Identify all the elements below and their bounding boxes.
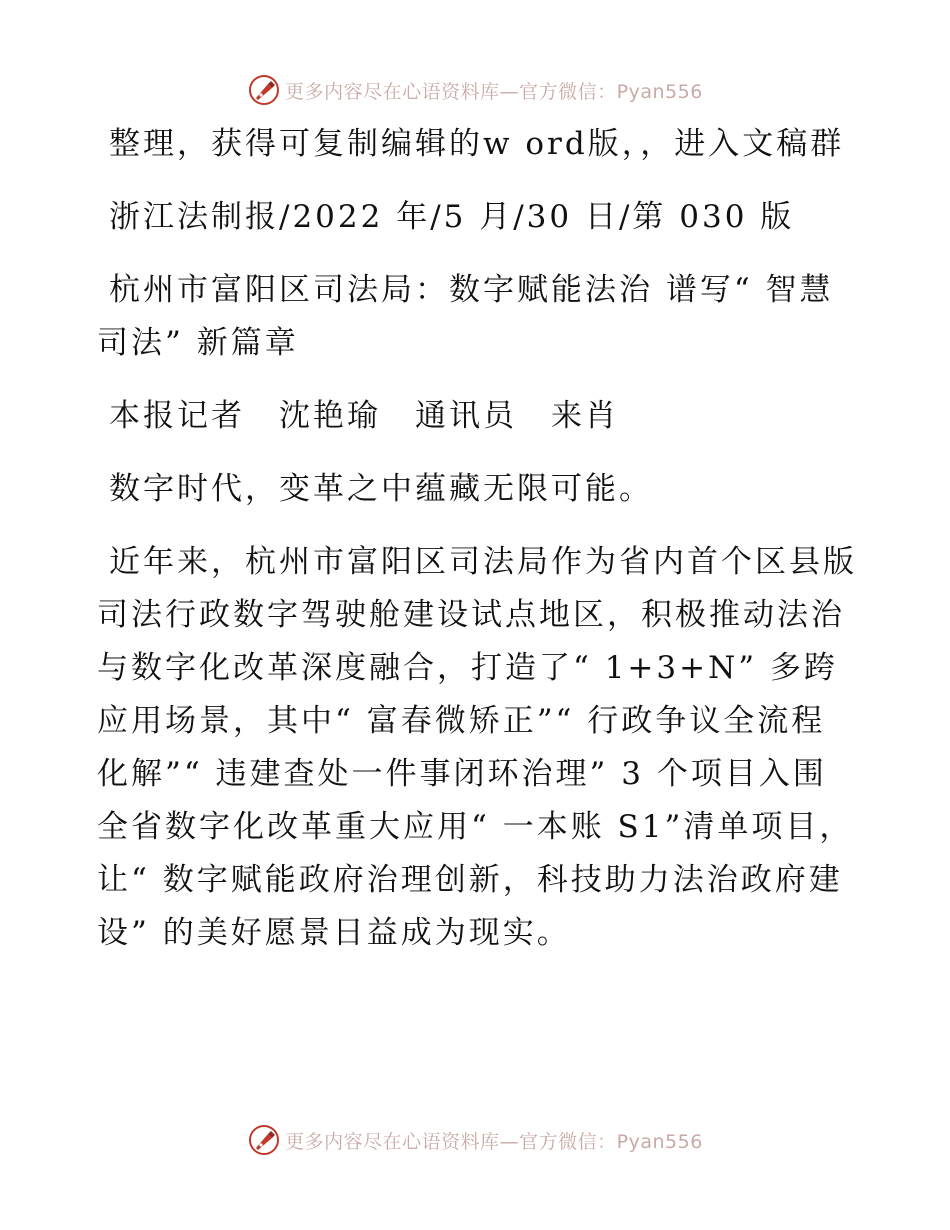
body-paragraph: 近年来，杭州市富阳区司法局作为省内首个区县版司法行政数字驾驶舱建设试点地区，积极推动法治与数字化改革深度融合，打造了“ 1+3+N” 多跨应用场景，其中“ 富春微矫正”“ 行政争议全流程化解”“ 违建查处一件事闭环治理” 3 个项目入围全省数字化改革重大应用“ 一本账 S1”清单项目，让“ 数字赋能政府治理创新，科技助力法治政府建设” 的美好愿景日益成为现实。 [97, 544, 857, 951]
footer-watermark-banner [0, 1120, 950, 1160]
intro-note: 整理，获得可复制编辑的w ord版，，进入文稿群 [109, 126, 845, 162]
header-watermark-banner [0, 70, 950, 110]
source-line: 浙江法制报/2022 年/5 月/30 日/第 030 版 [109, 199, 795, 235]
article-title: 杭州市富阳区司法局：数字赋能法治 谱写“ 智慧司法” 新篇章 [97, 272, 834, 361]
byline: 本报记者 沈艳瑜 通讯员 来肖 [109, 398, 619, 434]
pen-nib-logo-icon [247, 1123, 281, 1157]
pen-nib-logo-icon [247, 73, 281, 107]
document-body [97, 118, 857, 980]
lead-paragraph: 数字时代，变革之中蕴藏无限可能。 [109, 471, 653, 507]
watermark-text: 更多内容尽在心语资料库—官方微信：Pyan556 [285, 80, 703, 103]
watermark-text: 更多内容尽在心语资料库—官方微信：Pyan556 [285, 1130, 703, 1153]
